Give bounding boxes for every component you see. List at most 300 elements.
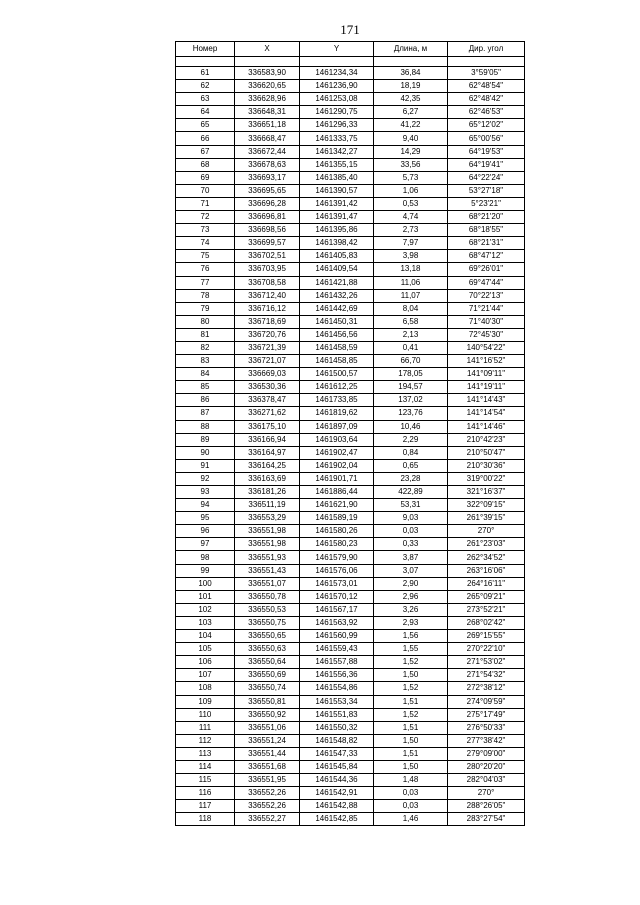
cell-x: 336651,18: [235, 119, 300, 132]
cell-x: 336695,65: [235, 184, 300, 197]
cell-y: 1461544,36: [300, 774, 374, 787]
cell-y: 1461395,86: [300, 224, 374, 237]
cell-x: 336720,76: [235, 328, 300, 341]
cell-length: 8,04: [374, 302, 448, 315]
table-row: [176, 433, 525, 446]
cell-length: 2,90: [374, 577, 448, 590]
cell-number: 113: [176, 747, 235, 760]
cell-number: 73: [176, 224, 235, 237]
cell-number: 89: [176, 433, 235, 446]
cell-y: 1461432,26: [300, 289, 374, 302]
cell-direction-angle: 65°12'02": [448, 119, 525, 132]
cell-x: 336552,26: [235, 800, 300, 813]
cell-direction-angle: 288°26'05": [448, 800, 525, 813]
cell-y: 1461458,85: [300, 355, 374, 368]
cell-number: 74: [176, 237, 235, 250]
cell-length: 2,13: [374, 328, 448, 341]
cell-number: 96: [176, 525, 235, 538]
cell-y: 1461554,86: [300, 682, 374, 695]
table-row: [176, 787, 525, 800]
cell-number: 77: [176, 276, 235, 289]
cell-x: 336551,93: [235, 551, 300, 564]
cell-number: 98: [176, 551, 235, 564]
page-number: 171: [340, 22, 360, 37]
cell-x: 336551,98: [235, 525, 300, 538]
cell-number: 100: [176, 577, 235, 590]
table-row: [176, 158, 525, 171]
table-row: [176, 459, 525, 472]
cell-number: 107: [176, 669, 235, 682]
cell-y: 1461458,59: [300, 341, 374, 354]
column-header-length: Длина, м: [374, 42, 448, 57]
table-row: [176, 721, 525, 734]
cell-number: 90: [176, 446, 235, 459]
column-header-x: X: [235, 42, 300, 57]
cell-number: 62: [176, 80, 235, 93]
cell-number: 117: [176, 800, 235, 813]
cell-length: 42,35: [374, 93, 448, 106]
cell-x: 336712,40: [235, 289, 300, 302]
cell-number: 104: [176, 630, 235, 643]
cell-y: 1461570,12: [300, 590, 374, 603]
cell-length: 4,74: [374, 211, 448, 224]
cell-y: 1461355,15: [300, 158, 374, 171]
cell-length: 18,19: [374, 80, 448, 93]
table-row: [176, 250, 525, 263]
cell-x: 336550,75: [235, 616, 300, 629]
cell-number: 110: [176, 708, 235, 721]
cell-y: 1461456,56: [300, 328, 374, 341]
cell-y: 1461902,04: [300, 459, 374, 472]
cell-direction-angle: 141°14'46": [448, 420, 525, 433]
cell-x: 336672,44: [235, 145, 300, 158]
cell-length: 1,48: [374, 774, 448, 787]
cell-direction-angle: 321°16'37": [448, 486, 525, 499]
cell-y: 1461897,09: [300, 420, 374, 433]
cell-length: 41,22: [374, 119, 448, 132]
cell-x: 336551,95: [235, 774, 300, 787]
table-row: [176, 643, 525, 656]
cell-number: 76: [176, 263, 235, 276]
cell-y: 1461621,90: [300, 499, 374, 512]
cell-length: 14,29: [374, 145, 448, 158]
cell-number: 112: [176, 734, 235, 747]
cell-direction-angle: 65°00'56": [448, 132, 525, 145]
cell-y: 1461421,88: [300, 276, 374, 289]
cell-y: 1461589,19: [300, 512, 374, 525]
table-row: [176, 590, 525, 603]
table-row: [176, 132, 525, 145]
cell-direction-angle: 140°54'22": [448, 341, 525, 354]
cell-direction-angle: 210°30'36": [448, 459, 525, 472]
table-row: [176, 747, 525, 760]
cell-x: 336552,26: [235, 787, 300, 800]
cell-number: 92: [176, 472, 235, 485]
cell-length: 1,56: [374, 630, 448, 643]
cell-length: 6,58: [374, 315, 448, 328]
table-row: [176, 446, 525, 459]
cell-direction-angle: 68°47'12": [448, 250, 525, 263]
cell-y: 1461409,54: [300, 263, 374, 276]
cell-length: 23,28: [374, 472, 448, 485]
table-row: [176, 184, 525, 197]
cell-direction-angle: 277°38'42": [448, 734, 525, 747]
table-row: [176, 813, 525, 826]
cell-x: 336702,51: [235, 250, 300, 263]
cell-y: 1461390,57: [300, 184, 374, 197]
table-row: [176, 276, 525, 289]
cell-length: 0,03: [374, 525, 448, 538]
cell-number: 86: [176, 394, 235, 407]
table-row: [176, 420, 525, 433]
cell-y: 1461902,47: [300, 446, 374, 459]
cell-x: 336551,07: [235, 577, 300, 590]
cell-number: 64: [176, 106, 235, 119]
table-row: [176, 289, 525, 302]
table-row: [176, 774, 525, 787]
cell-x: 336550,92: [235, 708, 300, 721]
cell-x: 336716,12: [235, 302, 300, 315]
cell-direction-angle: 270°: [448, 787, 525, 800]
table-row: [176, 669, 525, 682]
cell-length: 1,51: [374, 721, 448, 734]
column-header-number: Номер: [176, 42, 235, 57]
cell-direction-angle: 261°23'03": [448, 538, 525, 551]
table-row: [176, 302, 525, 315]
cell-number: 83: [176, 355, 235, 368]
cell-length: 11,07: [374, 289, 448, 302]
cell-number: 94: [176, 499, 235, 512]
table-row: [176, 538, 525, 551]
table-row: [176, 315, 525, 328]
table-row: [176, 695, 525, 708]
cell-x: 336553,29: [235, 512, 300, 525]
cell-x: 336551,98: [235, 538, 300, 551]
cell-y: 1461567,17: [300, 603, 374, 616]
cell-x: 336378,47: [235, 394, 300, 407]
table-row: [176, 616, 525, 629]
cell-direction-angle: 261°39'15": [448, 512, 525, 525]
cell-direction-angle: 141°16'52": [448, 355, 525, 368]
cell-x: 336669,03: [235, 368, 300, 381]
cell-direction-angle: 270°22'10": [448, 643, 525, 656]
cell-y: 1461547,33: [300, 747, 374, 760]
cell-x: 336175,10: [235, 420, 300, 433]
table-row: [176, 381, 525, 394]
cell-x: 336628,96: [235, 93, 300, 106]
table-row: [176, 407, 525, 420]
column-header-direction-angle: Дир. угол: [448, 42, 525, 57]
cell-x: 336552,27: [235, 813, 300, 826]
cell-length: 13,18: [374, 263, 448, 276]
cell-number: 97: [176, 538, 235, 551]
cell-y: 1461560,99: [300, 630, 374, 643]
cell-length: 10,46: [374, 420, 448, 433]
cell-direction-angle: 269°15'55": [448, 630, 525, 643]
cell-x: 336166,94: [235, 433, 300, 446]
cell-x: 336668,47: [235, 132, 300, 145]
table-row: [176, 355, 525, 368]
cell-y: 1461573,01: [300, 577, 374, 590]
cell-y: 1461901,71: [300, 472, 374, 485]
table-row: [176, 682, 525, 695]
cell-y: 1461542,91: [300, 787, 374, 800]
cell-number: 95: [176, 512, 235, 525]
cell-length: 1,52: [374, 682, 448, 695]
cell-direction-angle: 276°50'33": [448, 721, 525, 734]
table-row: [176, 708, 525, 721]
column-header-y: Y: [300, 42, 374, 57]
cell-x: 336648,31: [235, 106, 300, 119]
cell-x: 336696,28: [235, 197, 300, 210]
cell-direction-angle: 280°20'20": [448, 760, 525, 773]
cell-length: 9,40: [374, 132, 448, 145]
cell-x: 336550,78: [235, 590, 300, 603]
cell-length: 1,46: [374, 813, 448, 826]
cell-number: 88: [176, 420, 235, 433]
cell-length: 33,56: [374, 158, 448, 171]
cell-x: 336550,53: [235, 603, 300, 616]
cell-x: 336678,63: [235, 158, 300, 171]
cell-number: 66: [176, 132, 235, 145]
cell-length: 3,07: [374, 564, 448, 577]
cell-direction-angle: 68°18'55": [448, 224, 525, 237]
cell-y: 1461398,42: [300, 237, 374, 250]
cell-y: 1461333,75: [300, 132, 374, 145]
table-row: [176, 630, 525, 643]
cell-y: 1461548,82: [300, 734, 374, 747]
table-row: [176, 67, 525, 80]
cell-y: 1461542,85: [300, 813, 374, 826]
table-row: [176, 341, 525, 354]
cell-number: 80: [176, 315, 235, 328]
cell-direction-angle: 272°38'12": [448, 682, 525, 695]
cell-direction-angle: 322°09'15": [448, 499, 525, 512]
cell-length: 1,51: [374, 747, 448, 760]
cell-number: 101: [176, 590, 235, 603]
cell-length: 2,96: [374, 590, 448, 603]
cell-x: 336699,57: [235, 237, 300, 250]
cell-x: 336620,65: [235, 80, 300, 93]
cell-length: 7,97: [374, 237, 448, 250]
cell-length: 137,02: [374, 394, 448, 407]
table-row: [176, 171, 525, 184]
cell-y: 1461391,42: [300, 197, 374, 210]
cell-x: 336551,24: [235, 734, 300, 747]
table-row: [176, 525, 525, 538]
cell-direction-angle: 271°54'32": [448, 669, 525, 682]
cell-x: 336271,62: [235, 407, 300, 420]
cell-x: 336698,56: [235, 224, 300, 237]
cell-y: 1461553,34: [300, 695, 374, 708]
cell-direction-angle: 53°27'18": [448, 184, 525, 197]
cell-length: 5,73: [374, 171, 448, 184]
table-row: [176, 93, 525, 106]
cell-y: 1461557,88: [300, 656, 374, 669]
cell-length: 3,87: [374, 551, 448, 564]
cell-length: 1,50: [374, 669, 448, 682]
cell-x: 336163,69: [235, 472, 300, 485]
cell-number: 87: [176, 407, 235, 420]
table-body: [176, 57, 525, 826]
cell-direction-angle: 264°16'11": [448, 577, 525, 590]
cell-direction-angle: 64°22'24": [448, 171, 525, 184]
cell-x: 336181,26: [235, 486, 300, 499]
cell-x: 336511,19: [235, 499, 300, 512]
cell-number: 72: [176, 211, 235, 224]
cell-direction-angle: 141°09'11": [448, 368, 525, 381]
cell-direction-angle: 279°09'00": [448, 747, 525, 760]
cell-x: 336164,25: [235, 459, 300, 472]
cell-number: 93: [176, 486, 235, 499]
cell-x: 336550,65: [235, 630, 300, 643]
cell-y: 1461450,31: [300, 315, 374, 328]
cell-length: 123,76: [374, 407, 448, 420]
cell-number: 91: [176, 459, 235, 472]
cell-y: 1461545,84: [300, 760, 374, 773]
cell-length: 178,05: [374, 368, 448, 381]
cell-direction-angle: 68°21'20": [448, 211, 525, 224]
cell-length: 0,53: [374, 197, 448, 210]
table-row: [176, 564, 525, 577]
cell-number: 85: [176, 381, 235, 394]
cell-y: 1461550,32: [300, 721, 374, 734]
cell-length: 1,55: [374, 643, 448, 656]
cell-y: 1461385,40: [300, 171, 374, 184]
cell-number: 70: [176, 184, 235, 197]
cell-direction-angle: 210°50'47": [448, 446, 525, 459]
cell-direction-angle: 71°21'44": [448, 302, 525, 315]
cell-length: 0,84: [374, 446, 448, 459]
cell-x: 336696,81: [235, 211, 300, 224]
cell-direction-angle: 275°17'49": [448, 708, 525, 721]
cell-length: 0,65: [374, 459, 448, 472]
cell-y: 1461563,92: [300, 616, 374, 629]
cell-direction-angle: 210°42'23": [448, 433, 525, 446]
table-row: [176, 486, 525, 499]
cell-direction-angle: 141°14'43": [448, 394, 525, 407]
cell-direction-angle: 283°27'54": [448, 813, 525, 826]
cell-direction-angle: 71°40'30": [448, 315, 525, 328]
cell-number: 103: [176, 616, 235, 629]
cell-x: 336721,07: [235, 355, 300, 368]
cell-direction-angle: 271°53'02": [448, 656, 525, 669]
cell-number: 99: [176, 564, 235, 577]
cell-y: 1461236,90: [300, 80, 374, 93]
cell-y: 1461296,33: [300, 119, 374, 132]
cell-x: 336164,97: [235, 446, 300, 459]
cell-length: 53,31: [374, 499, 448, 512]
cell-direction-angle: 268°02'42": [448, 616, 525, 629]
cell-x: 336693,17: [235, 171, 300, 184]
cell-length: 0,03: [374, 787, 448, 800]
cell-length: 1,06: [374, 184, 448, 197]
cell-y: 1461405,83: [300, 250, 374, 263]
empty-row: [176, 57, 525, 67]
table-row: [176, 197, 525, 210]
table-row: [176, 119, 525, 132]
table-row: [176, 603, 525, 616]
cell-direction-angle: 68°21'31": [448, 237, 525, 250]
cell-number: 69: [176, 171, 235, 184]
cell-length: 1,50: [374, 760, 448, 773]
cell-x: 336550,63: [235, 643, 300, 656]
table-row: [176, 734, 525, 747]
cell-number: 116: [176, 787, 235, 800]
cell-length: 2,73: [374, 224, 448, 237]
cell-x: 336551,68: [235, 760, 300, 773]
cell-number: 63: [176, 93, 235, 106]
cell-x: 336550,64: [235, 656, 300, 669]
cell-length: 1,52: [374, 708, 448, 721]
cell-direction-angle: 62°46'53": [448, 106, 525, 119]
cell-direction-angle: 141°19'11": [448, 381, 525, 394]
table-row: [176, 472, 525, 485]
cell-direction-angle: 319°00'22": [448, 472, 525, 485]
table-row: [176, 145, 525, 158]
cell-y: 1461576,06: [300, 564, 374, 577]
cell-number: 78: [176, 289, 235, 302]
cell-length: 66,70: [374, 355, 448, 368]
cell-y: 1461290,75: [300, 106, 374, 119]
cell-y: 1461253,08: [300, 93, 374, 106]
cell-number: 81: [176, 328, 235, 341]
cell-y: 1461886,44: [300, 486, 374, 499]
cell-number: 82: [176, 341, 235, 354]
cell-y: 1461612,25: [300, 381, 374, 394]
cell-direction-angle: 72°45'30": [448, 328, 525, 341]
table-row: [176, 800, 525, 813]
cell-number: 68: [176, 158, 235, 171]
cell-length: 3,98: [374, 250, 448, 263]
table-row: [176, 656, 525, 669]
cell-direction-angle: 69°26'01": [448, 263, 525, 276]
cell-x: 336551,43: [235, 564, 300, 577]
cell-x: 336550,74: [235, 682, 300, 695]
cell-number: 71: [176, 197, 235, 210]
cell-direction-angle: 64°19'53": [448, 145, 525, 158]
table-row: [176, 394, 525, 407]
cell-direction-angle: 141°14'54": [448, 407, 525, 420]
cell-number: 79: [176, 302, 235, 315]
cell-y: 1461442,69: [300, 302, 374, 315]
table-row: [176, 760, 525, 773]
cell-y: 1461391,47: [300, 211, 374, 224]
cell-x: 336551,44: [235, 747, 300, 760]
cell-number: 108: [176, 682, 235, 695]
cell-length: 2,29: [374, 433, 448, 446]
cell-y: 1461903,64: [300, 433, 374, 446]
table-row: [176, 368, 525, 381]
cell-length: 0,03: [374, 800, 448, 813]
cell-y: 1461580,26: [300, 525, 374, 538]
table-row: [176, 224, 525, 237]
cell-x: 336708,58: [235, 276, 300, 289]
cell-x: 336550,69: [235, 669, 300, 682]
table-row: [176, 237, 525, 250]
cell-x: 336550,81: [235, 695, 300, 708]
cell-number: 65: [176, 119, 235, 132]
cell-length: 2,93: [374, 616, 448, 629]
cell-length: 1,52: [374, 656, 448, 669]
table-row: [176, 211, 525, 224]
cell-direction-angle: 3°59'05": [448, 67, 525, 80]
cell-length: 194,57: [374, 381, 448, 394]
cell-length: 1,51: [374, 695, 448, 708]
table-row: [176, 577, 525, 590]
cell-y: 1461579,90: [300, 551, 374, 564]
cell-direction-angle: 273°52'21": [448, 603, 525, 616]
